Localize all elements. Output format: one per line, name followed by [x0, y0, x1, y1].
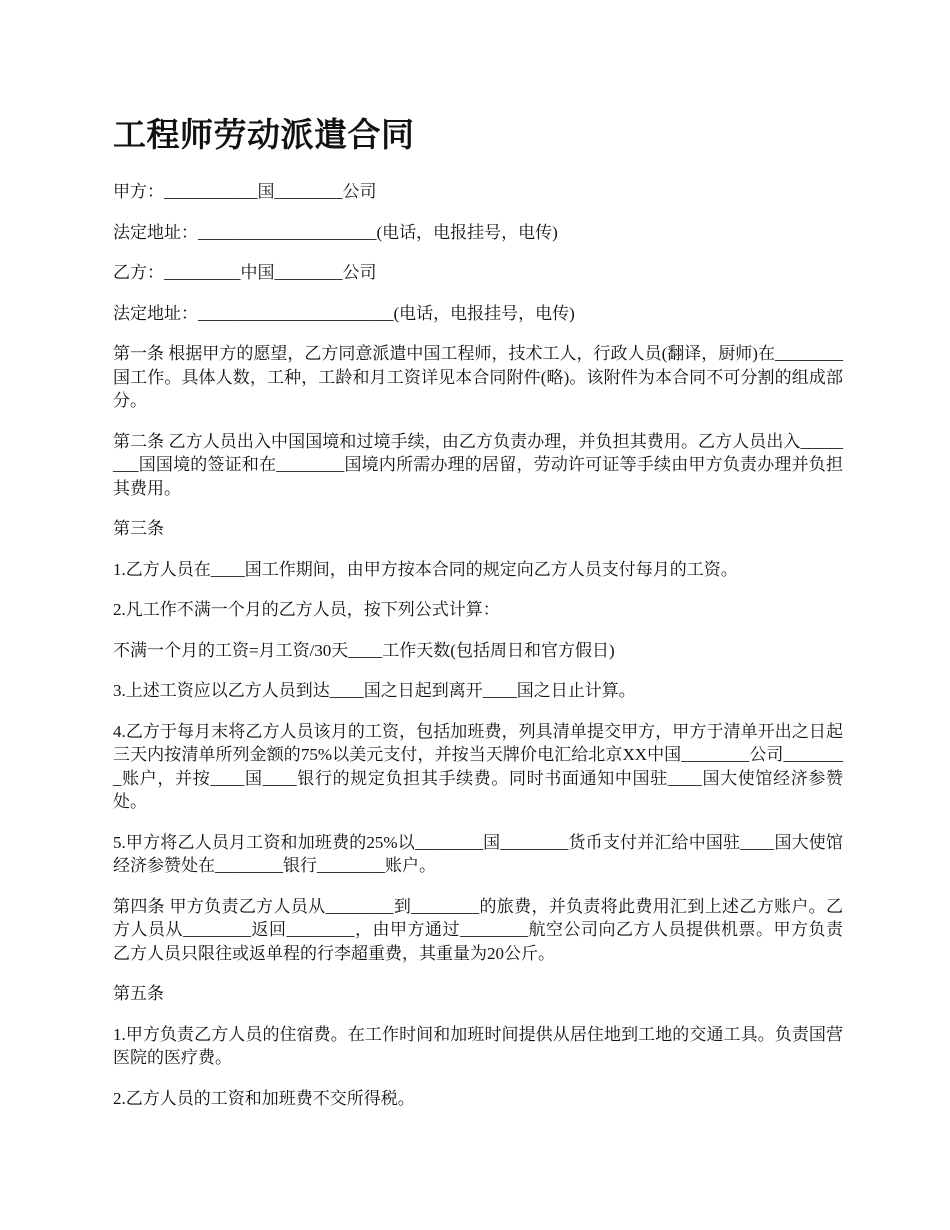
article-3-heading: 第三条	[113, 519, 164, 538]
article-2: 第二条 乙方人员出入中国国境和过境手续，由乙方负责办理，并负担其费用。乙方人员出入________国国境的签证和在________国境内所需办理的居留，劳动许可证等手续由甲方负责办理并负担其费用。	[113, 431, 843, 498]
article-5-heading: 第五条	[113, 984, 164, 1003]
article-4: 第四条 甲方负责乙方人员从________到________的旅费，并负责将此费用汇到上述乙方账户。乙方人员从________返回________，由甲方通过________航空公司向乙方人员提供机票。甲方负责乙方人员只限往或返单程的行李超重费，其重量为20公斤。	[113, 896, 843, 963]
salary-formula: 不满一个月的工资=月工资/30天____工作天数(包括周日和官方假日)	[113, 640, 615, 660]
article-3-clause-3: 3.上述工资应以乙方人员到达____国之日起到离开____国之日止计算。	[113, 681, 636, 700]
article-5-clause-2: 2.乙方人员的工资和加班费不交所得税。	[113, 1088, 415, 1108]
document-page	[113, 112, 843, 1127]
article-3-clause-2: 2.凡工作不满一个月的乙方人员，按下列公式计算：	[113, 600, 500, 619]
party-a-line: 甲方：___________国________公司	[113, 182, 377, 201]
party-a-address: 法定地址：_____________________(电话，电报挂号，电传)	[113, 222, 558, 242]
article-1: 第一条 根据甲方的愿望，乙方同意派遣中国工程师，技术工人，行政人员(翻译，厨师)在________国工作。具体人数，工种，工龄和月工资详见本合同附件(略)。该附件为本合同不可分割的组成部分。	[113, 344, 843, 410]
party-b-address: 法定地址：_______________________(电话，电报挂号，电传)	[113, 303, 575, 323]
article-5-clause-1: 1.甲方负责乙方人员的住宿费。在工作时间和加班时间提供从居住地到工地的交通工具。负责国营医院的医疗费。	[113, 1024, 843, 1067]
article-3-clause-5: 5.甲方将乙人员月工资和加班费的25%以________国________货币支付并汇给中国驻____国大使馆经济参赞处在________银行________账户。	[113, 832, 843, 875]
party-b-line: 乙方：_________中国________公司	[113, 263, 377, 282]
document-title: 工程师劳动派遣合同	[113, 115, 415, 154]
article-3-clause-4: 4.乙方于每月末将乙方人员该月的工资，包括加班费，列具清单提交甲方，甲方于清单开出之日起三天内按清单所列金额的75%以美元支付，并按当天牌价电汇给北京XX中国________公司________账户，并按____国____银行的规定负担其手续费。同时书面通知中国驻____国大使馆经济参赞处。	[113, 721, 843, 811]
article-3-clause-1: 1.乙方人员在____国工作期间，由甲方按本合同的规定向乙方人员支付每月的工资。	[113, 559, 738, 579]
